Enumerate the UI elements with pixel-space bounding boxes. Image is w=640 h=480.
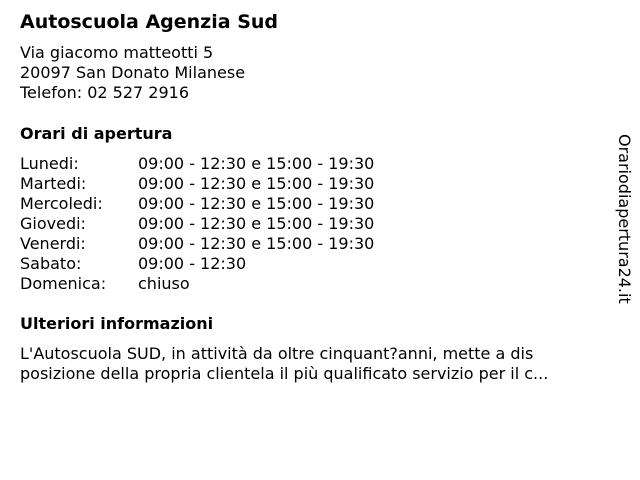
- business-address: [20, 43, 245, 103]
- opening-hours-table: [20, 154, 374, 294]
- business-name: Autoscuola Agenzia Sud: [20, 11, 279, 33]
- opening-hours-heading: Orari di apertura: [20, 124, 173, 143]
- site-watermark: Orariodiapertura24.it: [615, 134, 634, 304]
- hours-row: [20, 234, 374, 254]
- hours-row: [20, 254, 374, 274]
- hours-row: [20, 174, 374, 194]
- hours-time: 09:00 - 12:30: [138, 254, 247, 273]
- address-street: Via giacomo matteotti 5: [20, 43, 214, 62]
- phone-number: Telefon: 02 527 2916: [20, 83, 190, 102]
- hours-row: [20, 214, 374, 234]
- hours-day: Venerdi:: [20, 234, 86, 253]
- hours-row: [20, 194, 374, 214]
- hours-time: 09:00 - 12:30 e 15:00 - 19:30: [138, 234, 375, 253]
- hours-time: 09:00 - 12:30 e 15:00 - 19:30: [138, 154, 375, 173]
- hours-time: 09:00 - 12:30 e 15:00 - 19:30: [138, 194, 375, 213]
- hours-time: 09:00 - 12:30 e 15:00 - 19:30: [138, 214, 375, 233]
- further-info-line: L'Autoscuola SUD, in attività da oltre cinquant?anni, mette a dis: [20, 344, 534, 363]
- hours-time: chiuso: [138, 274, 190, 293]
- hours-row: [20, 274, 374, 294]
- further-info-text: [20, 344, 610, 384]
- hours-day: Sabato:: [20, 254, 82, 273]
- further-info-heading: Ulteriori informazioni: [20, 314, 214, 333]
- hours-row: [20, 154, 374, 174]
- hours-day: Giovedi:: [20, 214, 86, 233]
- hours-day: Domenica:: [20, 274, 107, 293]
- hours-time: 09:00 - 12:30 e 15:00 - 19:30: [138, 174, 375, 193]
- address-city: 20097 San Donato Milanese: [20, 63, 246, 82]
- hours-day: Martedi:: [20, 174, 87, 193]
- hours-day: Mercoledi:: [20, 194, 103, 213]
- further-info-line: posizione della propria clientela il più qualificato servizio per il c...: [20, 364, 549, 383]
- hours-day: Lunedi:: [20, 154, 79, 173]
